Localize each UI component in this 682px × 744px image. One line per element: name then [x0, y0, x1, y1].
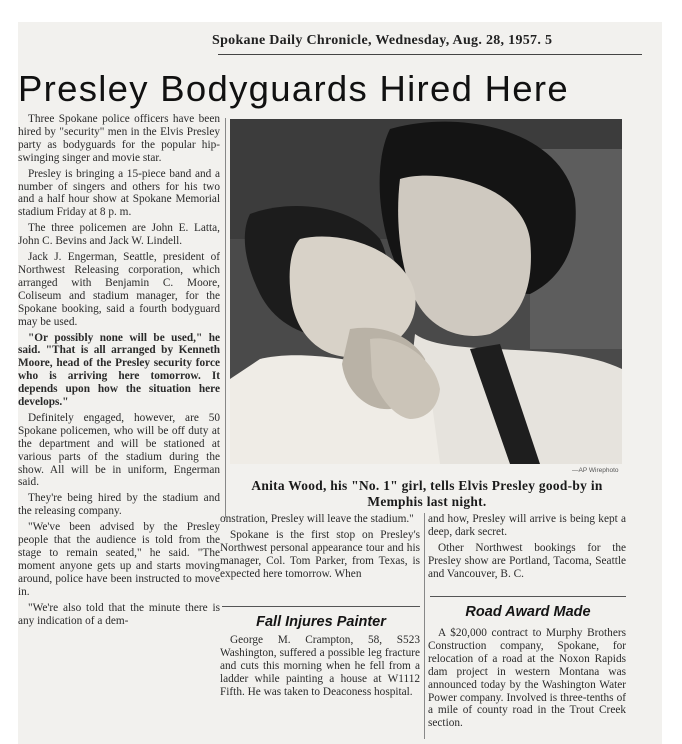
story3-body	[428, 627, 626, 740]
news-photo	[230, 119, 622, 464]
page-folio: Spokane Daily Chronicle, Wednesday, Aug. 28, 1957. 5	[212, 33, 553, 48]
story3-headline: Road Award Made	[465, 604, 591, 620]
story-paragraph: They're being hired by the stadium and the releasing company.	[18, 492, 220, 518]
story-paragraph: The three policemen are John E. Latta, John C. Bevins and Jack W. Lindell.	[18, 222, 220, 248]
story-column-3-continuation	[428, 513, 626, 593]
story-column-1	[18, 113, 220, 739]
story-paragraph: onstration, Presley will leave the stadium."	[220, 513, 414, 525]
story-paragraph: and how, Presley will arrive is being kept a deep, dark secret.	[428, 513, 626, 538]
story-paragraph: Definitely engaged, however, are 50 Spokane policemen, who will be off duty at the department and will be stationed at various parts of the stadium during the show. All will be in uniform, Engerman said.	[18, 411, 220, 489]
story2-headline: Fall Injures Painter	[256, 614, 386, 630]
folio-rule	[218, 54, 642, 55]
column-rule	[225, 118, 226, 518]
story-paragraph: Presley is bringing a 15-piece band and a number of singers and others for his two and a half hour show at Spokane Memorial stadium Friday at 8 p. m.	[18, 167, 220, 219]
page-margin-left	[0, 0, 18, 744]
story-paragraph: "Or possibly none will be used," he said. "That is all arranged by Kenneth Moore, head of the Presley security force who is arriving here tomorrow. It depends upon how the situation here develops."	[18, 331, 220, 409]
story2-paragraph: George M. Crampton, 58, S523 Washington, suffered a possible leg fracture and cuts this morning when he fell from a ladder while painting a house at W1112 Fifth. He was taken to Deaconess hospital.	[220, 634, 420, 698]
page-margin-top	[0, 0, 682, 22]
story-divider	[430, 596, 626, 597]
photo-credit: —AP Wirephoto	[572, 467, 619, 474]
main-headline: Presley Bodyguards Hired Here	[18, 68, 569, 109]
story-paragraph: Jack J. Engerman, Seattle, president of Northwest Releasing corporation, which arranged with Benjamin C. Moore, Coliseum and stadium manager, for the Spokane booking, said a fourth bodyguard may be used.	[18, 251, 220, 328]
page-margin-right	[662, 0, 682, 744]
story-paragraph: Three Spokane police officers have been hired by "security" men in the Elvis Presley party as bodyguards for the popular hip-swinging singer and movie star.	[18, 113, 220, 164]
story-paragraph: Spokane is the first stop on Presley's Northwest personal appearance tour and his manager, Col. Tom Parker, from Texas, is expected here tomorrow. When	[220, 528, 420, 580]
story-paragraph: "We're also told that the minute there is any indication of a dem-	[18, 601, 220, 627]
story2-body	[220, 634, 420, 740]
photo-illustration	[230, 119, 622, 464]
photo-caption: Anita Wood, his "No. 1" girl, tells Elvis Presley good-by in Memphis last night.	[251, 478, 603, 509]
story-divider	[222, 606, 420, 607]
story-paragraph: Other Northwest bookings for the Presley show are Portland, Tacoma, Seattle and Vancouver, B. C.	[428, 541, 626, 580]
column-rule	[424, 513, 425, 739]
story-paragraph: "We've been advised by the Presley people that the audience is told from the stage to remain seated," he said. "The moment anyone gets up and starts moving around, police have been instructed to move in.	[18, 521, 220, 598]
story-column-2-continuation	[220, 513, 420, 605]
story3-paragraph: A $20,000 contract to Murphy Brothers Construction company, Spokane, for relocation of a road at the Noxon Rapids dam project in western Montana was announced today by the Washington Water Power company. Involved is three-tenths of a mile of county road in the Trout Creek section.	[428, 627, 626, 730]
